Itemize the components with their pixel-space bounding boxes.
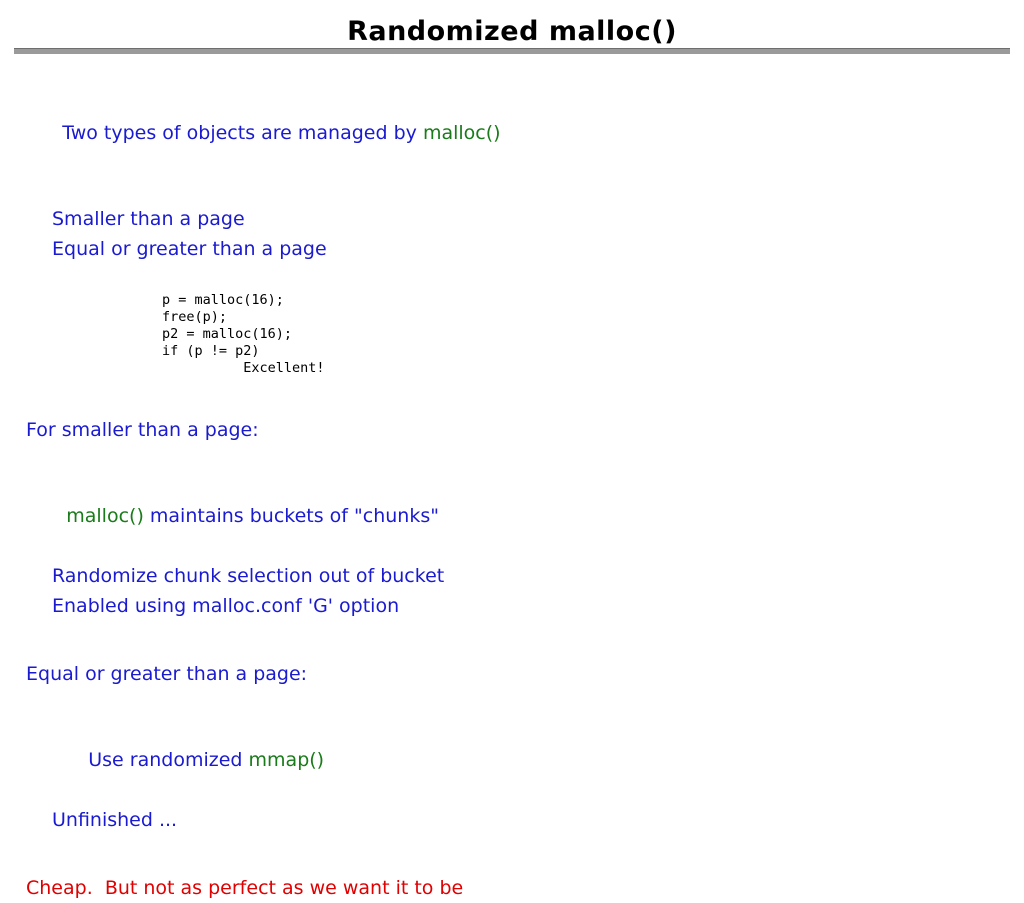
spacer-5: [0, 689, 1024, 715]
mmap-code-term: mmap(): [248, 749, 325, 771]
section-large-item-2: Unfinished ...: [52, 809, 178, 831]
code-sample: [0, 292, 1024, 377]
spacer-3: [0, 445, 1024, 471]
section-large-item-prefix: Use randomized: [88, 749, 249, 771]
intro-line: [26, 88, 1024, 178]
section-small-item-1: Randomize chunk selection out of bucket: [52, 565, 445, 587]
section-small-bullet: [30, 471, 1024, 561]
spacer-1: [0, 178, 1024, 204]
code-line-1: p = malloc(16);: [162, 292, 284, 308]
code-line-2: free(p);: [162, 309, 228, 325]
page-title: Randomized malloc(): [347, 16, 677, 47]
code-line-3: p2 = malloc(16);: [162, 326, 293, 342]
section-large-heading: Equal or greater than a page:: [26, 663, 308, 685]
footer-note: Cheap. But not as perfect as we want it to be: [26, 877, 464, 899]
spacer-6: [0, 835, 1024, 873]
code-line-4: if (p != p2): [162, 343, 260, 359]
code-line-5: Excellent!: [162, 360, 325, 376]
malloc-code-term: malloc(): [66, 505, 144, 527]
title-divider: [14, 48, 1010, 54]
section-small-item-2: Enabled using malloc.conf 'G' option: [52, 595, 400, 617]
intro-code-term: malloc(): [422, 122, 501, 144]
type-item-1: Smaller than a page: [52, 208, 245, 230]
type-item-2: Equal or greater than a page: [52, 238, 327, 260]
intro-text: Two types of objects are managed by: [62, 122, 423, 144]
section-large-item-1: [52, 715, 1024, 805]
spacer-2: [0, 377, 1024, 415]
section-small-heading: For smaller than a page:: [26, 419, 259, 441]
slide-body: [0, 88, 1024, 903]
section-small-bullet-text: maintains buckets of "chunks": [143, 505, 439, 527]
spacer-4: [0, 621, 1024, 659]
